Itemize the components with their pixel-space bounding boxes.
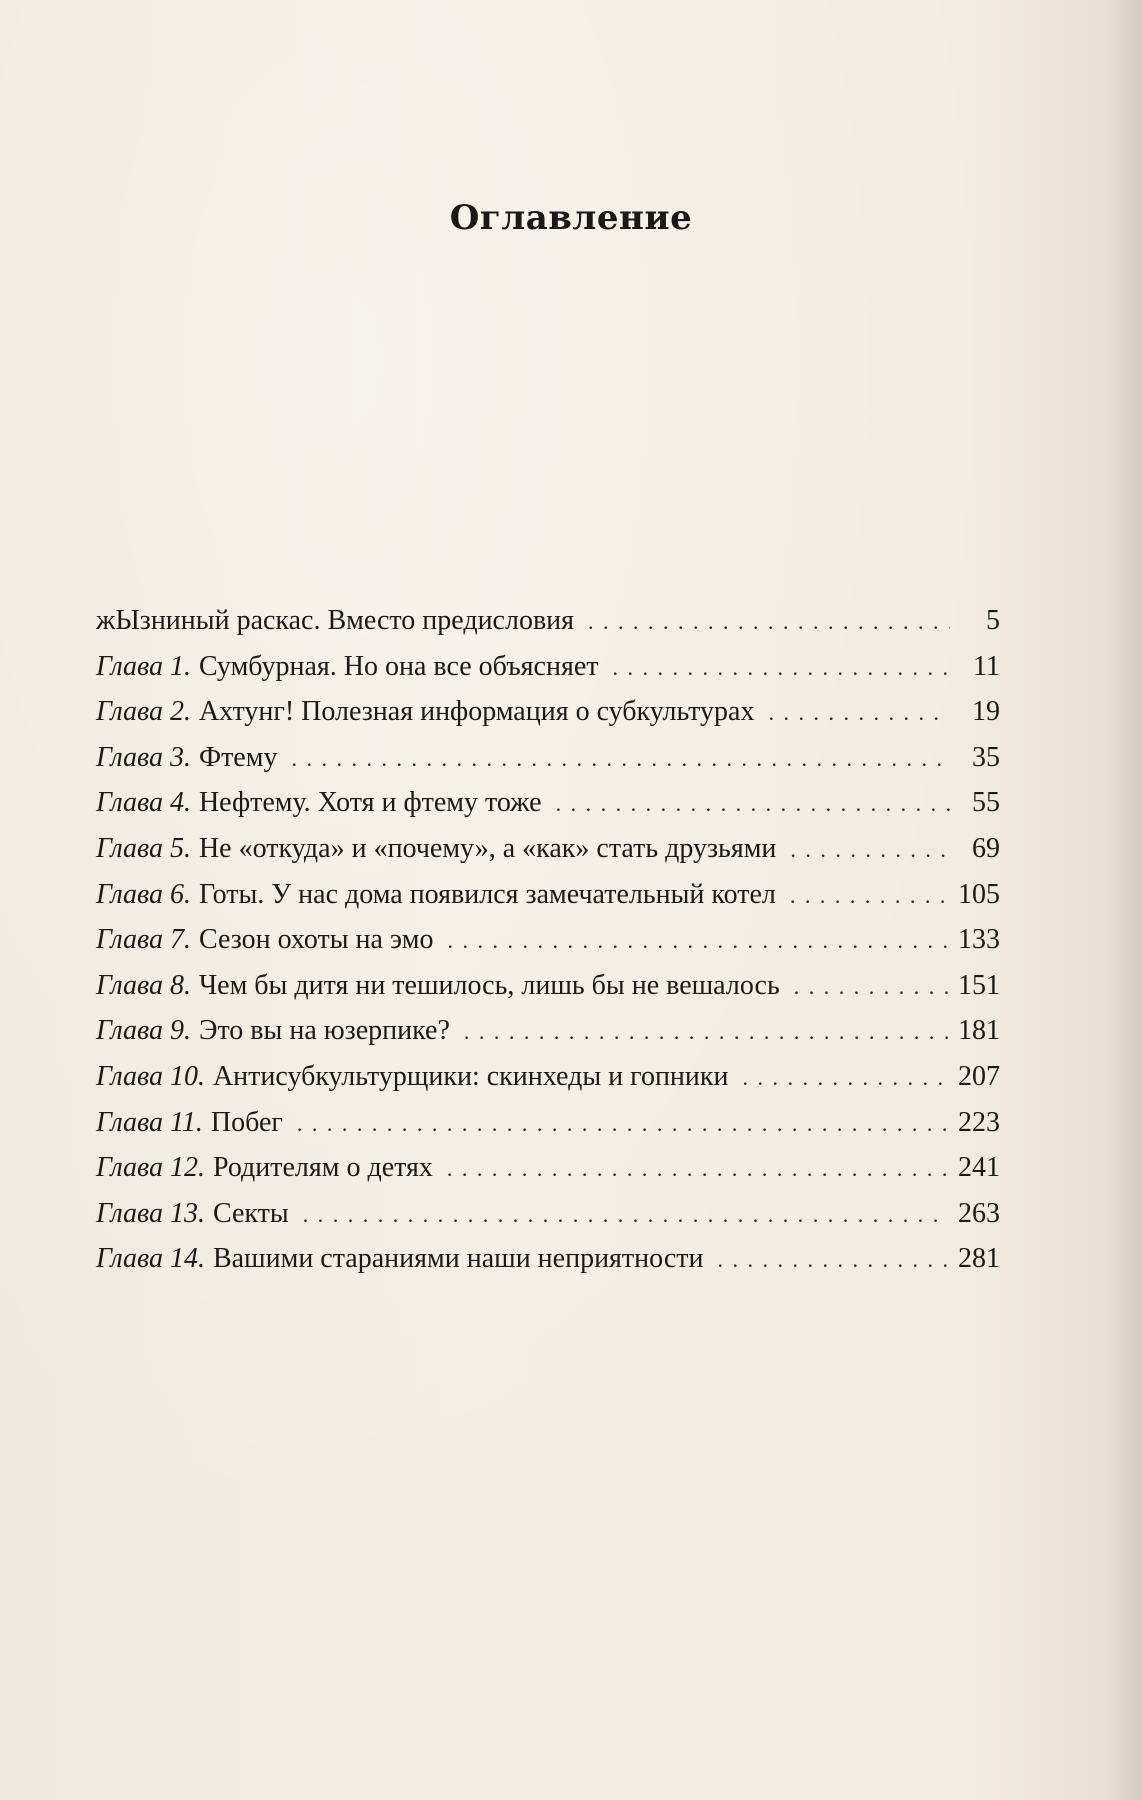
dot-leader	[556, 781, 950, 827]
dot-leader	[588, 599, 950, 645]
toc-entry-title: Сумбурная. Но она все объясняет	[198, 650, 599, 682]
dot-leader	[291, 736, 950, 782]
toc-entry-page: 181	[958, 1015, 1000, 1047]
toc-entry-page: 19	[972, 696, 1000, 728]
toc-entry-page: 55	[972, 787, 1000, 819]
dot-leader	[447, 1146, 948, 1192]
dot-leader	[790, 873, 948, 919]
toc-entry-page: 151	[958, 969, 1000, 1001]
toc-entry-chapter-11	[96, 1100, 1000, 1146]
toc-entry-title: Не «откуда» и «почему», а «как» стать друзьями	[198, 832, 777, 864]
toc-entry-page: 11	[973, 650, 1000, 682]
toc-entry-label: Глава 11.	[96, 1106, 203, 1138]
toc-entry-label: Глава 9.	[96, 1015, 191, 1047]
toc-entry-chapter-7	[96, 917, 1000, 963]
page-edge-shadow	[1102, 0, 1142, 1800]
table-of-contents	[96, 598, 1000, 1282]
dot-leader	[794, 964, 948, 1010]
toc-entry-title: Нефтему. Хотя и фтему тоже	[198, 787, 542, 819]
toc-entry-label: Глава 5.	[96, 832, 191, 864]
dot-leader	[447, 918, 948, 964]
toc-entry-title: жЫзниный раскас. Вместо предисловия	[96, 605, 575, 636]
page-title: Оглавление	[449, 198, 693, 238]
dot-leader	[790, 827, 950, 873]
dot-leader	[768, 690, 950, 736]
toc-entry-title: Это вы на юзерпике?	[198, 1015, 450, 1047]
toc-entry-chapter-9	[96, 1008, 1000, 1054]
toc-entry-chapter-12	[96, 1145, 1000, 1191]
toc-entry-chapter-10	[96, 1054, 1000, 1100]
dot-leader	[742, 1055, 948, 1101]
toc-entry-page: 207	[958, 1060, 1000, 1092]
dot-leader	[718, 1237, 949, 1283]
toc-entry-label: Глава 6.	[96, 878, 191, 910]
toc-entry-title: Чем бы дитя ни тешилось, лишь бы не вешалось	[198, 969, 780, 1001]
toc-entry-label: Глава 1.	[96, 650, 191, 682]
toc-entry-page: 69	[972, 832, 1000, 864]
toc-entry-label: Глава 12.	[96, 1152, 205, 1184]
dot-leader	[303, 1192, 948, 1238]
toc-entry-chapter-3	[96, 735, 1000, 781]
toc-entry-label: Глава 10.	[96, 1060, 205, 1092]
dot-leader	[613, 645, 951, 691]
toc-entry-label: Глава 8.	[96, 969, 191, 1001]
toc-entry-label: Глава 13.	[96, 1197, 205, 1229]
toc-entry-title: Побег	[210, 1106, 283, 1138]
toc-entry-title: Сезон охоты на эмо	[198, 924, 434, 956]
toc-entry-label: Глава 4.	[96, 787, 191, 819]
toc-entry-label: Глава 2.	[96, 696, 191, 728]
toc-entry-page: 223	[958, 1106, 1000, 1138]
toc-entry-page: 35	[972, 741, 1000, 773]
toc-entry-label: Глава 7.	[96, 924, 191, 956]
toc-entry-chapter-6	[96, 872, 1000, 918]
toc-entry-preface	[96, 598, 1000, 644]
toc-entry-chapter-14	[96, 1236, 1000, 1282]
dot-leader	[464, 1009, 948, 1055]
toc-entry-chapter-5	[96, 826, 1000, 872]
toc-entry-chapter-13	[96, 1191, 1000, 1237]
dot-leader	[297, 1101, 948, 1147]
toc-entry-title: Ахтунг! Полезная информация о субкультурах	[198, 696, 755, 728]
toc-entry-title: Фтему	[198, 741, 278, 773]
toc-entry-title: Родителям о детях	[212, 1152, 433, 1184]
toc-entry-page: 133	[958, 924, 1000, 956]
toc-entry-title: Готы. У нас дома появился замечательный котел	[198, 878, 776, 910]
toc-entry-label: Глава 14.	[96, 1243, 205, 1275]
toc-entry-page: 5	[986, 605, 1000, 636]
toc-entry-chapter-1	[96, 644, 1000, 690]
toc-entry-page: 281	[958, 1243, 1000, 1275]
toc-entry-title: Антисубкультурщики: скинхеды и гопники	[212, 1060, 729, 1092]
toc-entry-label: Глава 3.	[96, 741, 191, 773]
toc-entry-title: Секты	[212, 1197, 289, 1229]
toc-entry-title: Вашими стараниями наши неприятности	[212, 1243, 704, 1275]
toc-entry-chapter-8	[96, 963, 1000, 1009]
toc-entry-chapter-4	[96, 780, 1000, 826]
toc-entry-page: 105	[958, 878, 1000, 910]
toc-entry-page: 241	[958, 1152, 1000, 1184]
toc-entry-chapter-2	[96, 689, 1000, 735]
toc-entry-page: 263	[958, 1197, 1000, 1229]
